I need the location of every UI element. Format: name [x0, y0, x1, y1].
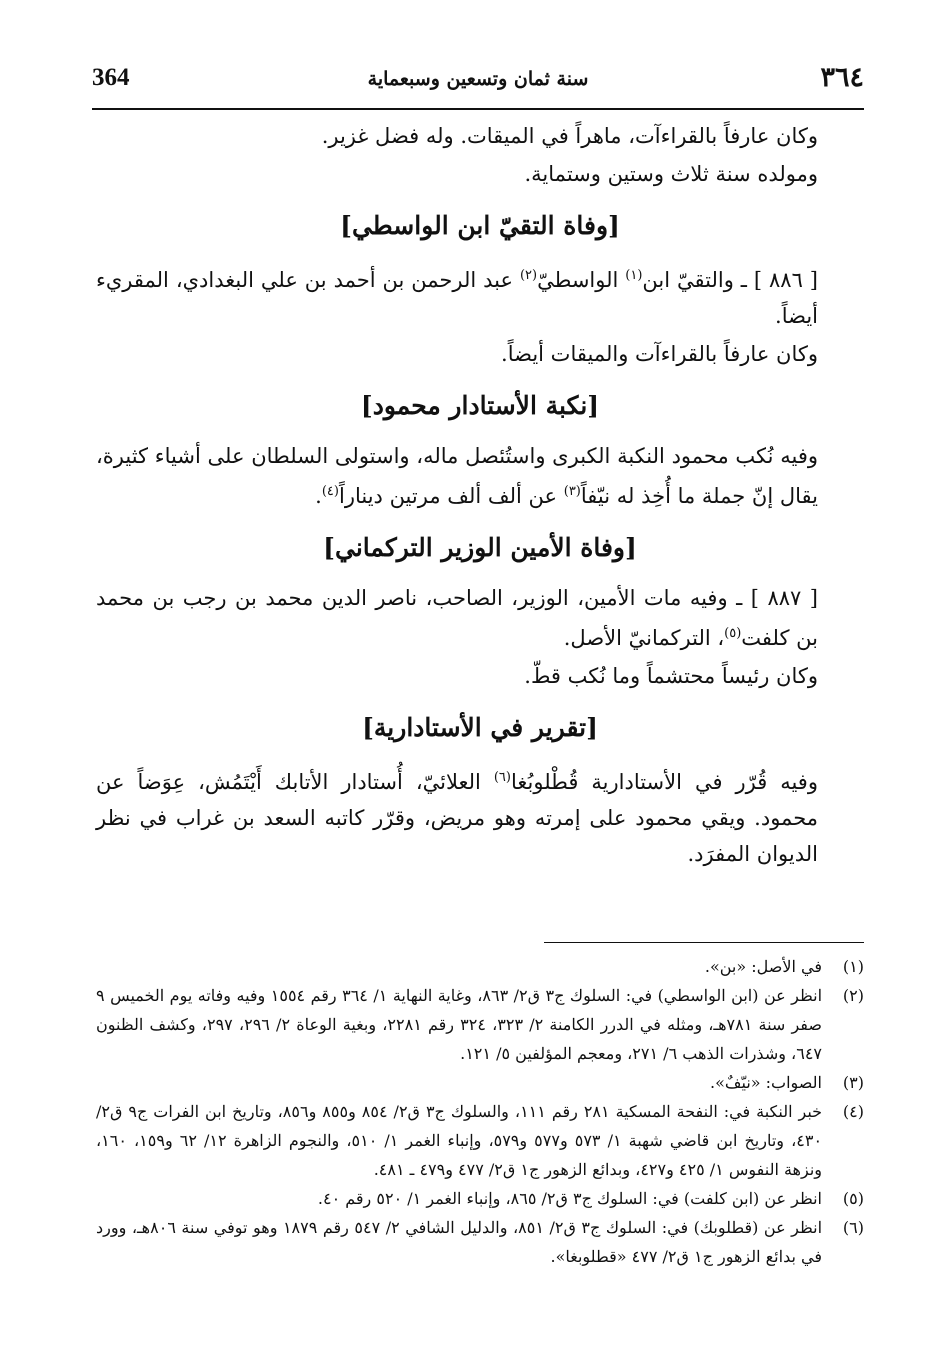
text-run: عن ألف ألف مرتين ديناراً — [338, 484, 564, 508]
footnote-ref: (٥) — [724, 626, 742, 641]
page-number-arabic: ٣٦٤ — [820, 62, 864, 93]
footnote — [96, 981, 864, 1068]
footnote-ref: (٤) — [321, 484, 339, 499]
text-run: [ ٨٨٧ ] ـ وفيه مات الأمين، الوزير، الصاحب، ناصر الدين محمد بن رجب بن محمد بن كلفت — [96, 586, 818, 650]
footnote — [96, 952, 864, 981]
footnote-text: الصواب: «نيّفٌ». — [710, 1073, 822, 1092]
text-run: وفيه نُكب محمود النكبة الكبرى واستُئصل ماله، واستولى السلطان على أشياء كثيرة، يقال إنّ جملة ما أُخِذ له نيّفاً — [96, 444, 818, 508]
paragraph-entry-886 — [96, 258, 864, 334]
paragraph: وكان عارفاً بالقراءآت، ماهراً في الميقات. وله فضل غزير. — [321, 124, 818, 148]
paragraph — [96, 760, 864, 872]
text-run: وفيه قُرّر في الأستادارية قُطْلوبُغا — [510, 770, 818, 794]
page-header — [92, 60, 864, 104]
footnote-number: (٤) — [842, 1102, 864, 1121]
footnote-ref: (٣) — [563, 484, 581, 499]
footnote-text: خبر النكبة في: النفحة المسكية ٢٨١ رقم ١١١، والسلوك ج٣ ق٢/ ٨٥٤ و٨٥٥ و٨٥٦، وتاريخ ابن الفرات ج٩ ق٢/ ٤٣٠، وتاريخ ابن قاضي شهبة ١/ ٥٧٣ و٥٧٧ و٥٧٩، وإنباء الغمر ١/ ٥١٠، والنجوم الزاهرة ١٢/ ٦٢ و١٥٩، ١٦٠، ونزهة النفوس ١/ ٤٢٥ و٤٢٧، وبدائع الزهور ج١ ق٢/ ٤٧٧ و٤٧٩ ـ ٤٨١. — [96, 1102, 823, 1179]
footnote-number: (١) — [842, 957, 864, 976]
footnote-number: (٥) — [842, 1189, 864, 1208]
section-heading: [وفاة التقيّ ابن الواسطي] — [340, 211, 620, 240]
text-run: ، التركمانيّ الأصل. — [563, 626, 725, 650]
footnote-ref: (١) — [625, 268, 643, 283]
footnote-text: في الأصل: «بن». — [704, 957, 822, 976]
footnote — [96, 1097, 864, 1184]
footnote-text: انظر عن (قطلوبك) في: السلوك ج٣ ق٢/ ٨٥١، والدليل الشافي ٢/ ٥٤٧ رقم ١٨٧٩ وهو توفي سنة ٨٠٦هـ، وورد في بدائع الزهور ج١ ق٢/ ٤٧٧ «قطلوبغا». — [96, 1218, 823, 1266]
section-heading: [نكبة الأستادار محمود] — [360, 391, 600, 420]
text-run: العلائيّ، أُستادار الأتابك أَيْتَمُش، عِوَضاً عن محمود. ويقي محمود على إمرته وهو مريض، وقرّر كاتبه السعد بن غراب في نظر الديوان المفرَد. — [96, 770, 818, 866]
section-heading: [تقرير في الأستادارية] — [362, 713, 598, 742]
text-run: عبد الرحمن بن أحمد بن علي البغدادي، المقريء أيضاً. — [96, 268, 818, 328]
page-number-latin: 364 — [92, 64, 130, 91]
paragraph: وكان عارفاً بالقراءآت والميقات أيضاً. — [501, 342, 818, 366]
paragraph — [96, 438, 864, 514]
text-run: الواسطيّ — [537, 268, 626, 292]
footnote-ref: (٦) — [493, 770, 511, 785]
text-run: . — [315, 484, 322, 508]
main-text — [96, 118, 864, 872]
footnote — [96, 1213, 864, 1271]
footnote-number: (٢) — [842, 986, 864, 1005]
footnote-text: انظر عن (ابن كلفت) في: السلوك ج٣ ق٢/ ٨٦٥، وإنباء الغمر ١/ ٥٢٠ رقم ٤٠. — [317, 1189, 822, 1208]
footnotes — [96, 952, 864, 1271]
footnote-rule — [544, 942, 864, 943]
footnote — [96, 1184, 864, 1213]
footnote — [96, 1068, 864, 1097]
header-rule — [92, 108, 864, 110]
footnote-number: (٣) — [842, 1073, 864, 1092]
footnote-text: انظر عن (ابن الواسطي) في: السلوك ج٣ ق٢/ ٨٦٣، وغاية النهاية ١/ ٣٦٤ رقم ١٥٥٤ وفيه وفاته يوم الخميس ٩ صفر سنة ٧٨١هـ، ومثله في الدرر الكامنة ٢/ ٣٢٣، ٣٢٤ رقم ٢٢٨١، وبغية الوعاة ٢/ ٢٩٦، ٢٩٧، وكشف الظنون ٦٤٧، وشذرات الذهب ٦/ ٢٧١، ومعجم المؤلفين ٥/ ١٢١. — [96, 986, 823, 1063]
paragraph: ومولده سنة ثلاث وستين وستماية. — [524, 162, 818, 186]
paragraph-entry-887 — [96, 580, 864, 656]
section-heading: [وفاة الأمين الوزير التركماني] — [323, 533, 637, 562]
paragraph: وكان رئيساً محتشماً وما نُكب قطّ. — [524, 664, 818, 688]
footnote-ref: (٢) — [519, 268, 538, 283]
text-run: [ ٨٨٦ ] ـ والتقيّ ابن — [642, 268, 818, 292]
footnote-number: (٦) — [842, 1218, 864, 1237]
running-title: سنة ثمان وتسعين وسبعماية — [367, 68, 589, 90]
